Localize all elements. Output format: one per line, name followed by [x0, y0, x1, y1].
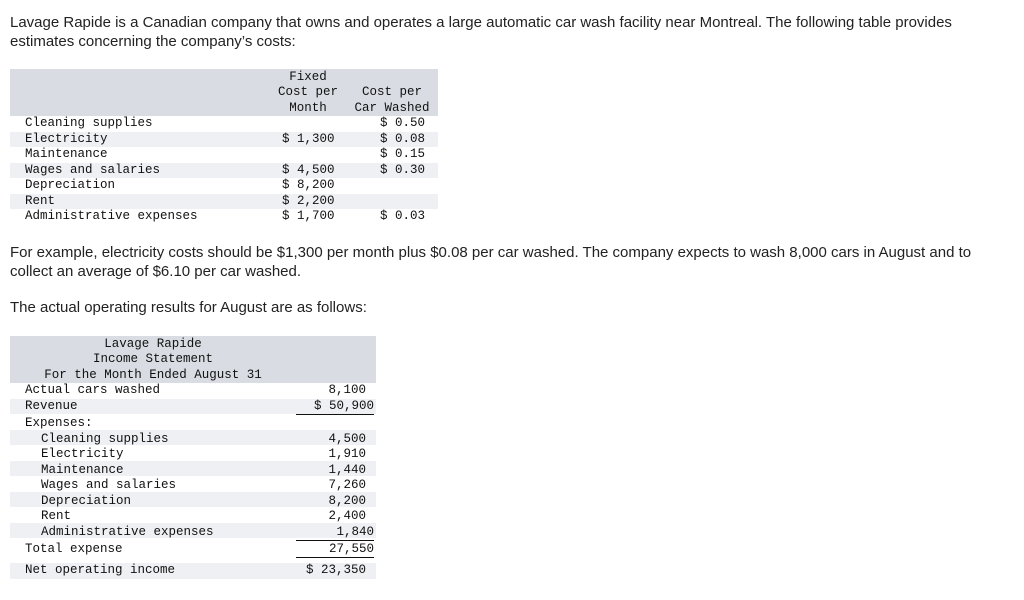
example-paragraph: For example, electricity costs should be $1,300 per month plus $0.08 per car washed. The company expects to wash 8,000 cars in August and to collect an average of $6.10 per car washed. — [10, 244, 972, 280]
statement-row-label: Total expense — [25, 542, 123, 556]
cost-row-label: Electricity — [25, 131, 108, 146]
cost-row-var: $ 0.50 — [380, 116, 426, 130]
statement-row-label: Maintenance — [41, 462, 124, 477]
var-cost-header-line: Car Washed — [354, 100, 430, 115]
actual-results-paragraph: The actual operating results for August are as follows: — [10, 299, 367, 316]
statement-title: Lavage Rapide — [104, 336, 202, 351]
fixed-cost-header-line: Month — [289, 100, 327, 115]
statement-row-label: Net operating income — [25, 563, 176, 577]
statement-row-value: $ 23,350 — [305, 563, 366, 577]
cost-row-label: Administrative expenses — [25, 209, 198, 223]
cost-row-label: Cleaning supplies — [25, 116, 153, 130]
fixed-cost-header-line: Fixed — [289, 69, 327, 84]
statement-row-value: 8,200 — [328, 493, 366, 508]
cost-row-fixed: $ 1,700 — [282, 209, 335, 223]
cost-row-fixed: $ 4,500 — [282, 162, 335, 177]
cost-estimates-table — [10, 69, 438, 229]
cost-row-label: Wages and salaries — [25, 162, 161, 177]
intro-paragraph: Lavage Rapide is a Canadian company that owns and operates a large automatic car wash facility near Montreal. The following table provides estimates concerning the company’s costs: — [10, 14, 952, 50]
var-cost-header-line: Cost per — [361, 85, 422, 99]
cost-row-var: $ 0.08 — [380, 131, 426, 146]
statement-row-value: 1,440 — [328, 462, 366, 477]
statement-row-label: Revenue — [25, 398, 78, 413]
statement-row-value: 2,400 — [328, 509, 366, 523]
statement-row-label: Wages and salaries — [41, 478, 177, 492]
statement-row-label: Electricity — [41, 447, 124, 461]
statement-row-value: $ 50,900 — [296, 399, 374, 415]
statement-row-label: Expenses: — [25, 416, 93, 430]
statement-row-label: Rent — [41, 509, 72, 523]
statement-row-value: 1,840 — [296, 525, 374, 541]
cost-row-fixed: $ 1,300 — [282, 131, 335, 146]
statement-row-value: 27,550 — [296, 542, 374, 558]
statement-row-value: 4,500 — [328, 431, 366, 446]
statement-row-label: Depreciation — [41, 493, 132, 508]
statement-row-label: Administrative expenses — [41, 524, 214, 539]
cost-row-label: Depreciation — [25, 178, 116, 192]
cost-row-var: $ 0.03 — [380, 209, 426, 223]
statement-row-label: Cleaning supplies — [41, 431, 169, 446]
statement-subtitle: Income Statement — [92, 352, 214, 366]
statement-row-value: 1,910 — [328, 447, 366, 461]
cost-row-fixed: $ 2,200 — [282, 193, 335, 208]
income-statement-table — [10, 336, 376, 586]
statement-row-value: 7,260 — [328, 478, 366, 492]
statement-row-value: 8,100 — [328, 383, 366, 397]
statement-period: For the Month Ended August 31 — [44, 367, 262, 382]
cost-row-var: $ 0.30 — [380, 162, 426, 177]
cost-row-fixed: $ 8,200 — [282, 178, 335, 192]
cost-row-label: Rent — [25, 193, 56, 208]
fixed-cost-header-line: Cost per — [277, 85, 338, 99]
statement-row-label: Actual cars washed — [25, 383, 161, 397]
cost-row-label: Maintenance — [25, 147, 108, 161]
cost-row-var: $ 0.15 — [380, 147, 426, 161]
